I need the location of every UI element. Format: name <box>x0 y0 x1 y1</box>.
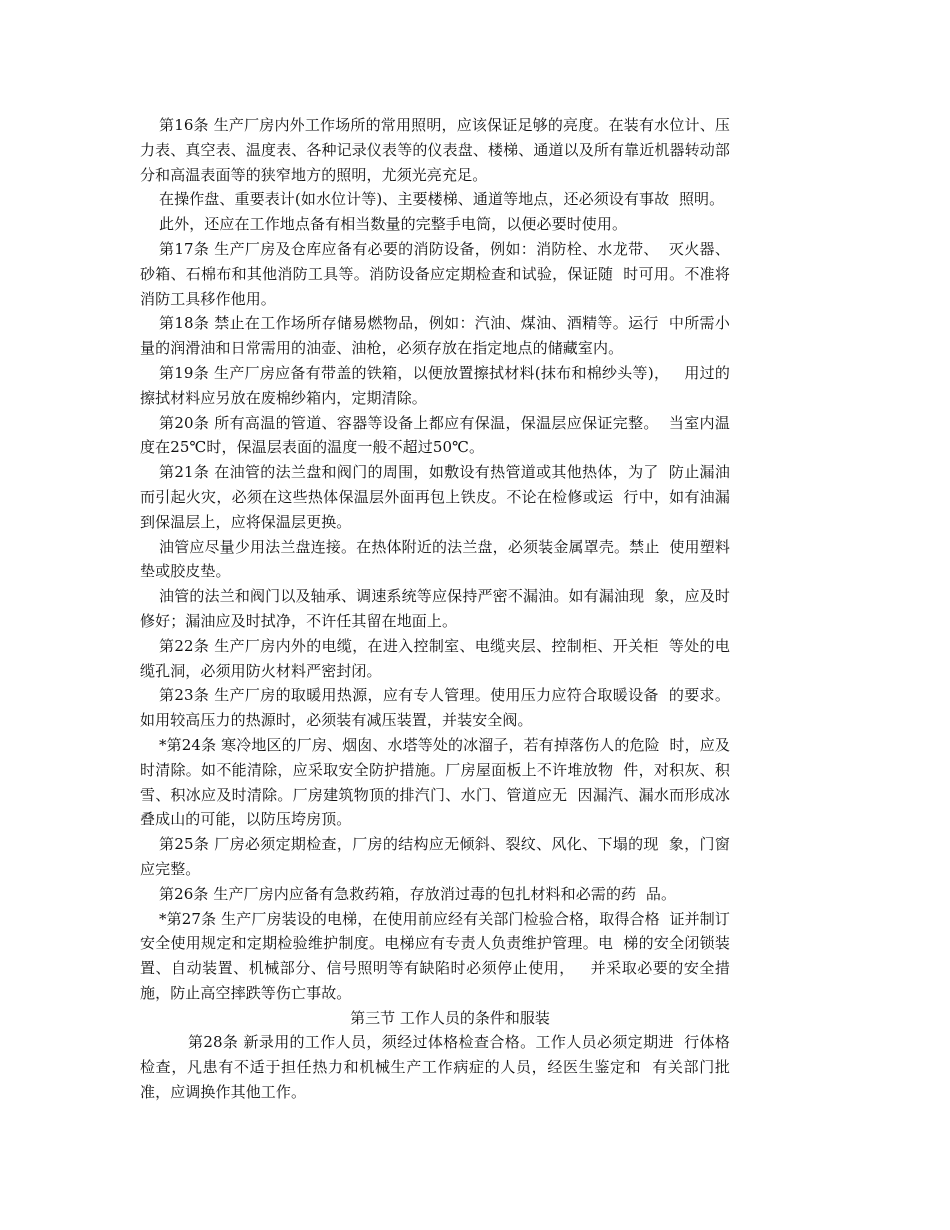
paragraph-article-28: 第28条 新录用的工作人员，须经过体格检查合格。工作人员必须定期进 行体格检查，凡患有不适于担任热力和机械生产工作病症的人员，经医生鉴定和 有关部门批准，应调换作其他工作。 <box>140 1033 730 1102</box>
paragraph-emergency-lighting: 在操作盘、重要表计(如水位计等)、主要楼梯、通道等地点，还必须设有事故 照明。 <box>159 190 725 209</box>
paragraph-article-26: 第26条 生产厂房内应备有急救药箱，存放消过毒的包扎材料和必需的药 品。 <box>159 884 677 903</box>
paragraph-article-27: *第27条 生产厂房装设的电梯，在使用前应经有关部门检验合格，取得合格 证并制订安全使用规定和定期检验维护制度。电梯应有专责人负责维护管理。电 梯的安全闭锁装置、自动装置、机械部分、信号照明等有缺陷时必须停止使用， 并采取必要的安全措施，防止高空摔跌等伤亡事故。 <box>140 909 730 1002</box>
paragraph-flashlights: 此外，还应在工作地点备有相当数量的完整手电筒，以便必要时使用。 <box>159 215 628 234</box>
paragraph-article-18: 第18条 禁止在工作场所存储易燃物品，例如：汽油、煤油、酒精等。运行 中所需小量的润滑油和日常需用的油壶、油枪，必须存放在指定地点的储藏室内。 <box>140 314 730 358</box>
paragraph-article-24: *第24条 寒冷地区的厂房、烟囱、水塔等处的冰溜子，若有掉落伤人的危险 时，应及时清除。如不能清除，应采取安全防护措施。厂房屋面板上不许堆放物 件，对积灰、积雪、积冰应及时清除。厂房建筑物顶的排汽门、水门、管道应无 因漏汽、漏水而形成冰叠成山的可能，以防压垮房顶。 <box>140 735 730 829</box>
paragraph-article-21: 第21条 在油管的法兰盘和阀门的周围，如敷设有热管道或其他热体，为了 防止漏油而引起火灾，必须在这些热体保温层外面再包上铁皮。不论在检修或运 行中，如有油漏到保温层上，应将保温层更换。 <box>140 463 730 531</box>
document-page <box>140 113 730 1105</box>
paragraph-article-16: 第16条 生产厂房内外工作场所的常用照明，应该保证足够的亮度。在装有水位计、压力表、真空表、温度表、各种记录仪表等的仪表盘、楼梯、通道以及所有靠近机器转动部分和高温表面等的狭窄地方的照明，尤须光亮充足。 <box>140 116 730 184</box>
paragraph-oil-pipe-flange: 油管应尽量少用法兰盘连接。在热体附近的法兰盘，必须装金属罩壳。禁止 使用塑料垫或胶皮垫。 <box>140 537 730 581</box>
paragraph-article-22: 第22条 生产厂房内外的电缆，在进入控制室、电缆夹层、控制柜、开关柜 等处的电缆孔洞，必须用防火材料严密封闭。 <box>140 636 730 680</box>
paragraph-article-23: 第23条 生产厂房的取暖用热源，应有专人管理。使用压力应符合取暖设备 的要求。如用较高压力的热源时，必须装有减压装置，并装安全阀。 <box>140 686 730 730</box>
paragraph-article-17: 第17条 生产厂房及仓库应备有必要的消防设备，例如：消防栓、水龙带、 灭火器、砂箱、石棉布和其他消防工具等。消防设备应定期检查和试验，保证随 时可用。不准将消防工具移作他用。 <box>140 239 730 308</box>
paragraph-article-19: 第19条 生产厂房应备有带盖的铁箱，以便放置擦拭材料(抹布和棉纱头等)， 用过的擦拭材料应另放在废棉纱箱内，定期清除。 <box>140 363 730 407</box>
paragraph-article-20: 第20条 所有高温的管道、容器等设备上都应有保温，保温层应保证完整。 当室内温度在25℃时，保温层表面的温度一般不超过50℃。 <box>140 413 730 457</box>
section-heading: 第三节 工作人员的条件和服装 <box>350 1008 550 1027</box>
paragraph-oil-leak: 油管的法兰和阀门以及轴承、调速系统等应保持严密不漏油。如有漏油现 象，应及时修好；漏油应及时拭净，不许任其留在地面上。 <box>140 587 730 630</box>
paragraph-article-25: 第25条 厂房必须定期检查，厂房的结构应无倾斜、裂纹、风化、下塌的现 象，门窗应完整。 <box>140 835 730 878</box>
